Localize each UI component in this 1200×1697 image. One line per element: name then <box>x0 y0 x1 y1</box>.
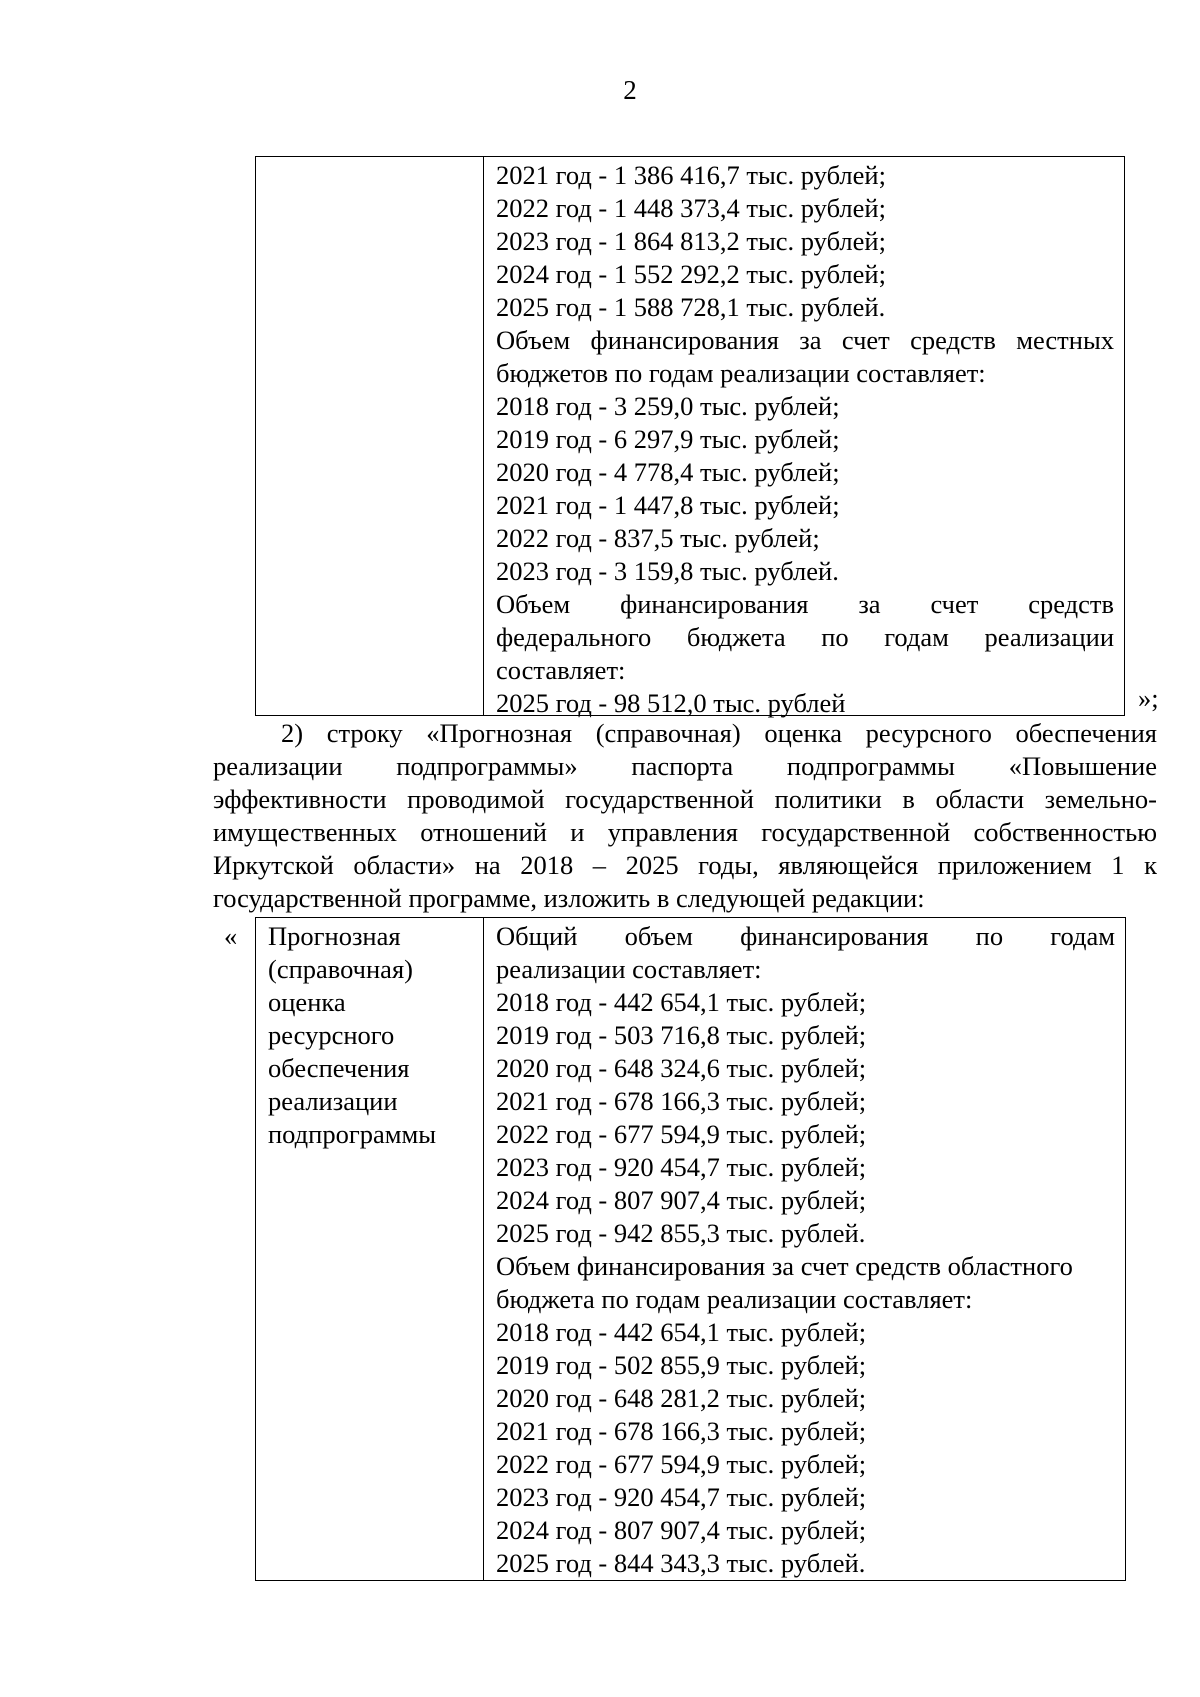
table1-line: Объем финансирования за счет средств местных <box>496 325 1114 355</box>
table2-line: 2019 год - 502 855,9 тыс. рублей; <box>496 1350 867 1380</box>
table2-line: 2018 год - 442 654,1 тыс. рублей; <box>496 987 867 1017</box>
table2-line: 2021 год - 678 166,3 тыс. рублей; <box>496 1416 867 1446</box>
table1-left-cell <box>256 157 484 715</box>
table1-line: 2018 год - 3 259,0 тыс. рублей; <box>496 391 840 421</box>
table2-line: 2021 год - 678 166,3 тыс. рублей; <box>496 1086 867 1116</box>
table2-line: 2024 год - 807 907,4 тыс. рублей; <box>496 1185 867 1215</box>
paragraph-line: 2) строку «Прогнозная (справочная) оценка ресурсного обеспечения <box>281 718 1157 748</box>
table1-line: 2021 год - 1 386 416,7 тыс. рублей; <box>496 160 886 190</box>
closing-quote-mark: »; <box>1138 683 1159 713</box>
table1-line: бюджетов по годам реализации составляет: <box>496 358 986 388</box>
table1-line: 2025 год - 1 588 728,1 тыс. рублей. <box>496 292 886 322</box>
table2-line: 2023 год - 920 454,7 тыс. рублей; <box>496 1482 867 1512</box>
page-number: 2 <box>623 75 637 105</box>
amendment-paragraph <box>213 717 1157 915</box>
table1-line: 2019 год - 6 297,9 тыс. рублей; <box>496 424 840 454</box>
table2-label-line: Прогнозная <box>268 921 401 951</box>
funding-table-continued <box>255 156 1125 716</box>
paragraph-line: имущественных отношений и управления государственной собственностью <box>213 817 1157 847</box>
table2-line: 2022 год - 677 594,9 тыс. рублей; <box>496 1119 867 1149</box>
opening-quote-mark: « <box>224 921 238 951</box>
table2-line: 2020 год - 648 281,2 тыс. рублей; <box>496 1383 867 1413</box>
table1-line: 2024 год - 1 552 292,2 тыс. рублей; <box>496 259 886 289</box>
table1-right-cell <box>484 157 1124 718</box>
table2-line: 2018 год - 442 654,1 тыс. рублей; <box>496 1317 867 1347</box>
table1-line: составляет: <box>496 655 626 685</box>
table1-line: федерального бюджета по годам реализации <box>496 622 1114 652</box>
table2-line: 2024 год - 807 907,4 тыс. рублей; <box>496 1515 867 1545</box>
table1-line: 2023 год - 3 159,8 тыс. рублей. <box>496 556 839 586</box>
table2-line: 2023 год - 920 454,7 тыс. рублей; <box>496 1152 867 1182</box>
table2-line: 2025 год - 942 855,3 тыс. рублей. <box>496 1218 866 1248</box>
table1-line: Объем финансирования за счет средств <box>496 589 1114 619</box>
table1-line: 2020 год - 4 778,4 тыс. рублей; <box>496 457 840 487</box>
table2-line: Общий объем финансирования по годам <box>496 921 1115 951</box>
table1-line: 2023 год - 1 864 813,2 тыс. рублей; <box>496 226 886 256</box>
table2-label-line: ресурсного <box>268 1020 395 1050</box>
table1-line: 2022 год - 1 448 373,4 тыс. рублей; <box>496 193 886 223</box>
table2-right-cell <box>484 918 1125 1580</box>
forecast-funding-table <box>255 917 1126 1581</box>
table2-line: реализации составляет: <box>496 954 762 984</box>
paragraph-line: эффективности проводимой государственной политики в области земельно- <box>213 784 1157 814</box>
table1-line: 2025 год - 98 512,0 тыс. рублей <box>496 688 846 718</box>
paragraph-line: государственной программе, изложить в следующей редакции: <box>213 883 925 913</box>
paragraph-line: Иркутской области» на 2018 – 2025 годы, являющейся приложением 1 к <box>213 850 1157 880</box>
table1-line: 2021 год - 1 447,8 тыс. рублей; <box>496 490 840 520</box>
table2-line: 2020 год - 648 324,6 тыс. рублей; <box>496 1053 867 1083</box>
table2-line: бюджета по годам реализации составляет: <box>496 1284 973 1314</box>
table2-label-line: обеспечения <box>268 1053 410 1083</box>
table2-line: Объем финансирования за счет средств областного <box>496 1251 1073 1281</box>
table2-left-cell <box>256 918 484 1580</box>
table2-label-line: (справочная) <box>268 954 413 984</box>
table2-label-line: реализации <box>268 1086 398 1116</box>
paragraph-line: реализации подпрограммы» паспорта подпрограммы «Повышение <box>213 751 1157 781</box>
table2-line: 2019 год - 503 716,8 тыс. рублей; <box>496 1020 867 1050</box>
table1-line: 2022 год - 837,5 тыс. рублей; <box>496 523 820 553</box>
table2-line: 2025 год - 844 343,3 тыс. рублей. <box>496 1548 866 1578</box>
table2-label-line: подпрограммы <box>268 1119 437 1149</box>
table2-label-line: оценка <box>268 987 346 1017</box>
table2-line: 2022 год - 677 594,9 тыс. рублей; <box>496 1449 867 1479</box>
